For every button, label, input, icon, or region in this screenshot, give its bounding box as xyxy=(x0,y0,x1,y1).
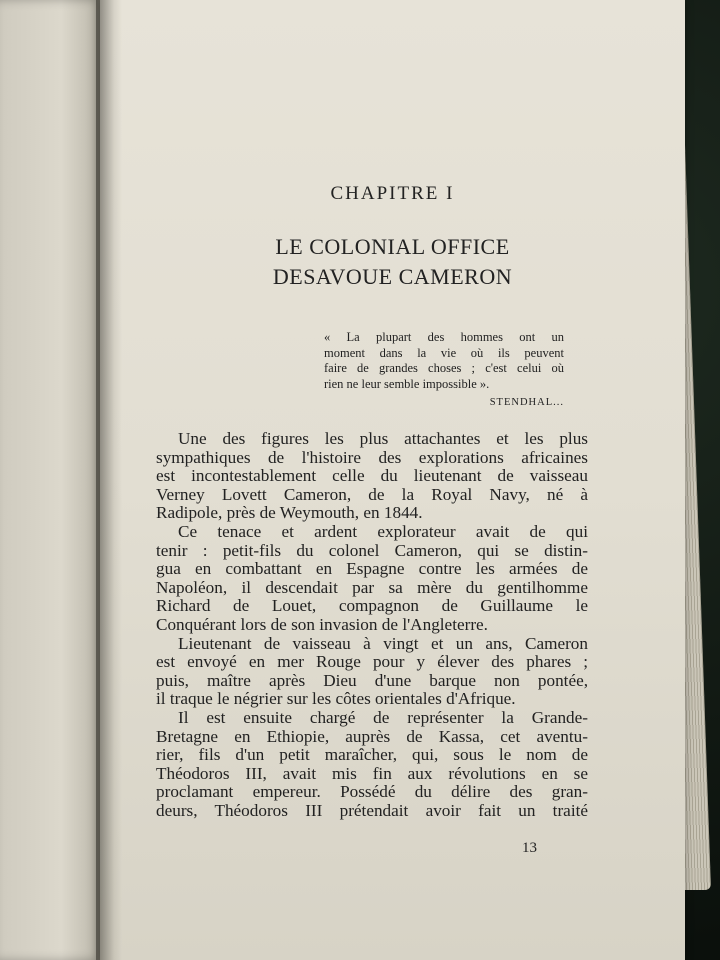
body-line: Une des figures les plus attachantes et les plus xyxy=(178,430,588,448)
epigraph-line: moment dans la vie où ils peuvent xyxy=(324,345,564,360)
body-line: sympathiques de l'histoire des explorations africaines xyxy=(156,448,588,467)
book-gutter-shadow xyxy=(96,0,122,960)
page-content xyxy=(100,0,685,960)
body-line: Théodoros III, avait mis fin aux révolutions en se xyxy=(156,764,588,783)
body-line: Bretagne en Ethiopie, auprès de Kassa, cet aventu- xyxy=(156,727,588,746)
epigraph-line: rien ne leur semble impossible ». xyxy=(324,376,490,391)
chapter-number: CHAPITRE I xyxy=(330,183,455,204)
body-line: puis, maître après Dieu d'une barque non pontée, xyxy=(156,671,588,690)
body-line: tenir : petit-fils du colonel Cameron, qui se distin- xyxy=(156,541,588,560)
book-page xyxy=(100,0,685,960)
chapter-title-line: DESAVOUE CAMERON xyxy=(272,264,513,289)
body-line: deurs, Théodoros III prétendait avoir fait un traité xyxy=(156,801,588,820)
body-line: Conquérant lors de son invasion de l'Angleterre. xyxy=(156,615,488,634)
body-line: Ce tenace et ardent explorateur avait de qui xyxy=(178,522,588,541)
body-text xyxy=(156,430,588,820)
body-line: Lieutenant de vaisseau à vingt et un ans, Cameron xyxy=(178,634,588,653)
body-line: rier, fils d'un petit maraîcher, qui, sous le nom de xyxy=(156,746,588,765)
page-number: 13 xyxy=(522,840,537,856)
body-line: Richard de Louet, compagnon de Guillaume le xyxy=(156,597,588,616)
epigraph xyxy=(324,330,564,411)
body-line: proclamant empereur. Possédé du délire des gran- xyxy=(156,783,588,802)
left-page-edge xyxy=(0,0,102,960)
body-line: Radipole, près de Weymouth, en 1844. xyxy=(156,504,423,523)
body-line: Verney Lovett Cameron, de la Royal Navy, né à xyxy=(156,485,588,504)
epigraph-line: faire de grandes choses ; c'est celui où xyxy=(324,361,564,375)
body-line: il traque le négrier sur les côtes orientales d'Afrique. xyxy=(156,690,516,709)
body-line: est envoyé en mer Rouge pour y élever des phares ; xyxy=(156,653,588,672)
body-line: Napoléon, il descendait par sa mère du gentilhomme xyxy=(156,578,588,597)
body-line: gua en combattant en Espagne contre les armées de xyxy=(156,560,588,579)
epigraph-line: « La plupart des hommes ont un xyxy=(324,330,564,344)
chapter-title-line: LE COLONIAL OFFICE xyxy=(275,234,510,259)
epigraph-author: STENDHAL... xyxy=(489,397,564,408)
chapter-title xyxy=(100,232,685,292)
body-line: est incontestablement celle du lieutenant de vaisseau xyxy=(156,467,588,486)
body-line: Il est ensuite chargé de représenter la Grande- xyxy=(178,708,588,727)
